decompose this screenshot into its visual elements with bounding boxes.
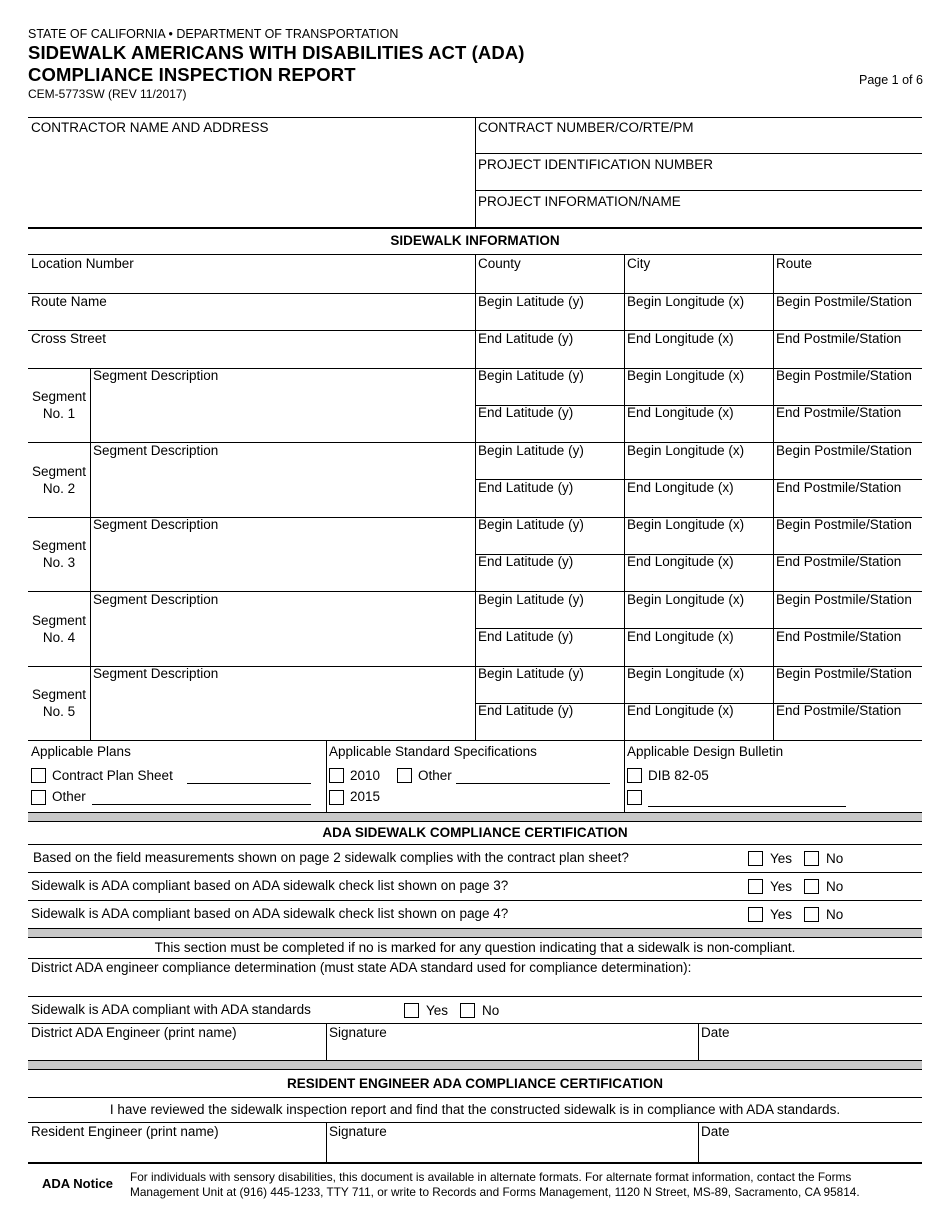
certification-question: Sidewalk is ADA compliant based on ADA sidewalk check list shown on page 3? — [31, 878, 509, 893]
spec-other-line[interactable] — [456, 783, 610, 784]
certification-question: Sidewalk is ADA compliant based on ADA sidewalk check list shown on page 4? — [31, 906, 509, 921]
segment-label: Segment No. 1 — [31, 389, 87, 421]
spec-2010-checkbox[interactable] — [329, 768, 344, 783]
form-title-line1: SIDEWALK AMERICANS WITH DISABILITIES ACT (ADA) — [28, 42, 525, 63]
segment-end-postmile[interactable]: End Postmile/Station — [776, 554, 902, 569]
segment-description-field[interactable]: Segment Description — [93, 517, 219, 532]
segment-begin-longitude[interactable]: Begin Longitude (x) — [627, 517, 745, 532]
district-engineer-name-field[interactable]: District ADA Engineer (print name) — [31, 1025, 237, 1040]
question-2-no-checkbox[interactable] — [804, 879, 819, 894]
end-postmile-field[interactable]: End Postmile/Station — [776, 331, 902, 346]
no-label: No — [826, 879, 844, 894]
yes-label: Yes — [770, 879, 793, 894]
plans-other-line[interactable] — [92, 804, 311, 805]
plans-other-label: Other — [52, 789, 86, 804]
segment-end-postmile[interactable]: End Postmile/Station — [776, 629, 902, 644]
district-note: This section must be completed if no is marked for any question indicating that a sidewalk is non-compliant. — [154, 940, 796, 955]
applicable-specs-label: Applicable Standard Specifications — [329, 744, 537, 759]
segment-begin-postmile[interactable]: Begin Postmile/Station — [776, 368, 912, 383]
segment-begin-longitude[interactable]: Begin Longitude (x) — [627, 666, 745, 681]
segment-description-field[interactable]: Segment Description — [93, 368, 219, 383]
segment-description-field[interactable]: Segment Description — [93, 592, 219, 607]
spec-2015-checkbox[interactable] — [329, 790, 344, 805]
segment-end-postmile[interactable]: End Postmile/Station — [776, 405, 902, 420]
yes-label: Yes — [770, 907, 793, 922]
yes-label: Yes — [770, 851, 793, 866]
segment-end-longitude[interactable]: End Longitude (x) — [627, 480, 734, 495]
question-3-yes-checkbox[interactable] — [748, 907, 763, 922]
question-3-no-checkbox[interactable] — [804, 907, 819, 922]
segment-end-postmile[interactable]: End Postmile/Station — [776, 480, 902, 495]
segment-end-latitude[interactable]: End Latitude (y) — [478, 405, 574, 420]
dib-label: DIB 82-05 — [648, 768, 709, 783]
district-no-checkbox[interactable] — [460, 1003, 475, 1018]
segment-end-latitude[interactable]: End Latitude (y) — [478, 480, 574, 495]
contract-plan-sheet-label: Contract Plan Sheet — [52, 768, 173, 783]
route-field[interactable]: Route — [776, 256, 813, 271]
county-field[interactable]: County — [478, 256, 521, 271]
form-number: CEM-5773SW (REV 11/2017) — [28, 87, 187, 101]
contract-plan-sheet-checkbox[interactable] — [31, 768, 46, 783]
ada-notice-label: ADA Notice — [42, 1176, 114, 1191]
segment-label: Segment No. 3 — [31, 538, 87, 570]
segment-end-longitude[interactable]: End Longitude (x) — [627, 554, 734, 569]
segment-end-longitude[interactable]: End Longitude (x) — [627, 405, 734, 420]
bulletin-other-checkbox[interactable] — [627, 790, 642, 805]
segment-end-latitude[interactable]: End Latitude (y) — [478, 629, 574, 644]
question-2-yes-checkbox[interactable] — [748, 879, 763, 894]
segment-begin-longitude[interactable]: Begin Longitude (x) — [627, 592, 745, 607]
segment-begin-latitude[interactable]: Begin Latitude (y) — [478, 443, 584, 458]
bulletin-other-line[interactable] — [648, 806, 846, 807]
end-longitude-field[interactable]: End Longitude (x) — [627, 331, 734, 346]
spec-2015-label: 2015 — [350, 789, 381, 804]
plans-other-checkbox[interactable] — [31, 790, 46, 805]
project-info-field[interactable]: PROJECT INFORMATION/NAME — [478, 194, 681, 209]
question-1-no-checkbox[interactable] — [804, 851, 819, 866]
contractor-field[interactable]: CONTRACTOR NAME AND ADDRESS — [31, 120, 269, 135]
contract-number-field[interactable]: CONTRACT NUMBER/CO/RTE/PM — [478, 120, 694, 135]
resident-statement: I have reviewed the sidewalk inspection report and find that the constructed sidewalk is in compliance with ADA standards. — [109, 1102, 841, 1117]
segment-end-longitude[interactable]: End Longitude (x) — [627, 629, 734, 644]
dib-checkbox[interactable] — [627, 768, 642, 783]
segment-begin-latitude[interactable]: Begin Latitude (y) — [478, 517, 584, 532]
resident-engineer-name-field[interactable]: Resident Engineer (print name) — [31, 1124, 219, 1139]
segment-description-field[interactable]: Segment Description — [93, 443, 219, 458]
certification-heading: ADA SIDEWALK COMPLIANCE CERTIFICATION — [322, 825, 628, 840]
yes-label: Yes — [426, 1003, 449, 1018]
city-field[interactable]: City — [627, 256, 651, 271]
segment-label: Segment No. 4 — [31, 613, 87, 645]
segment-begin-postmile[interactable]: Begin Postmile/Station — [776, 517, 912, 532]
certification-question: Based on the field measurements shown on page 2 sidewalk complies with the contract plan sheet? — [33, 850, 629, 865]
resident-signature-field[interactable]: Signature — [329, 1124, 387, 1139]
ada-notice-line2: Management Unit at (916) 445-1233, TTY 711, or write to Records and Forms Management, 1120 N Street, MS-89, Sacramento, CA 95814. — [130, 1185, 860, 1199]
segment-label: Segment No. 5 — [31, 687, 87, 719]
segment-begin-postmile[interactable]: Begin Postmile/Station — [776, 443, 912, 458]
segment-end-postmile[interactable]: End Postmile/Station — [776, 703, 902, 718]
segment-begin-longitude[interactable]: Begin Longitude (x) — [627, 443, 745, 458]
begin-latitude-field[interactable]: Begin Latitude (y) — [478, 294, 584, 309]
no-label: No — [826, 851, 844, 866]
segment-begin-latitude[interactable]: Begin Latitude (y) — [478, 368, 584, 383]
agency-name: STATE OF CALIFORNIA • DEPARTMENT OF TRANSPORTATION — [28, 27, 399, 41]
segment-begin-longitude[interactable]: Begin Longitude (x) — [627, 368, 745, 383]
segment-begin-postmile[interactable]: Begin Postmile/Station — [776, 666, 912, 681]
district-date-field[interactable]: Date — [701, 1025, 730, 1040]
spec-2010-label: 2010 — [350, 768, 381, 783]
segment-end-latitude[interactable]: End Latitude (y) — [478, 703, 574, 718]
district-yes-checkbox[interactable] — [404, 1003, 419, 1018]
no-label: No — [482, 1003, 500, 1018]
sidewalk-info-heading: SIDEWALK INFORMATION — [390, 233, 560, 248]
cross-street-field[interactable]: Cross Street — [31, 331, 107, 346]
district-compliant-label: Sidewalk is ADA compliant with ADA standards — [31, 1002, 311, 1017]
segment-end-longitude[interactable]: End Longitude (x) — [627, 703, 734, 718]
ada-notice-line1: For individuals with sensory disabilities, this document is available in alternate formats. For alternate format information, contact the Forms — [130, 1170, 852, 1184]
segment-begin-latitude[interactable]: Begin Latitude (y) — [478, 666, 584, 681]
begin-postmile-field[interactable]: Begin Postmile/Station — [776, 294, 912, 309]
location-number-field[interactable]: Location Number — [31, 256, 134, 271]
no-label: No — [826, 907, 844, 922]
district-signature-field[interactable]: Signature — [329, 1025, 387, 1040]
begin-longitude-field[interactable]: Begin Longitude (x) — [627, 294, 745, 309]
question-1-yes-checkbox[interactable] — [748, 851, 763, 866]
design-bulletin-label: Applicable Design Bulletin — [627, 744, 784, 759]
end-latitude-field[interactable]: End Latitude (y) — [478, 331, 574, 346]
resident-date-field[interactable]: Date — [701, 1124, 730, 1139]
applicable-plans-label: Applicable Plans — [31, 744, 131, 759]
district-determination-field[interactable]: District ADA engineer compliance determination (must state ADA standard used for compliance determination): — [31, 960, 692, 975]
segment-begin-postmile[interactable]: Begin Postmile/Station — [776, 592, 912, 607]
form-title-line2: COMPLIANCE INSPECTION REPORT — [28, 64, 356, 85]
route-name-field[interactable]: Route Name — [31, 294, 107, 309]
project-id-field[interactable]: PROJECT IDENTIFICATION NUMBER — [478, 157, 714, 172]
spec-other-checkbox[interactable] — [397, 768, 412, 783]
segment-begin-latitude[interactable]: Begin Latitude (y) — [478, 592, 584, 607]
spec-other-label: Other — [418, 768, 452, 783]
contract-plan-sheet-line[interactable] — [187, 783, 311, 784]
segment-label: Segment No. 2 — [31, 464, 87, 496]
page-number: Page 1 of 6 — [859, 73, 923, 87]
segment-end-latitude[interactable]: End Latitude (y) — [478, 554, 574, 569]
resident-heading: RESIDENT ENGINEER ADA COMPLIANCE CERTIFICATION — [286, 1076, 663, 1091]
segment-description-field[interactable]: Segment Description — [93, 666, 219, 681]
